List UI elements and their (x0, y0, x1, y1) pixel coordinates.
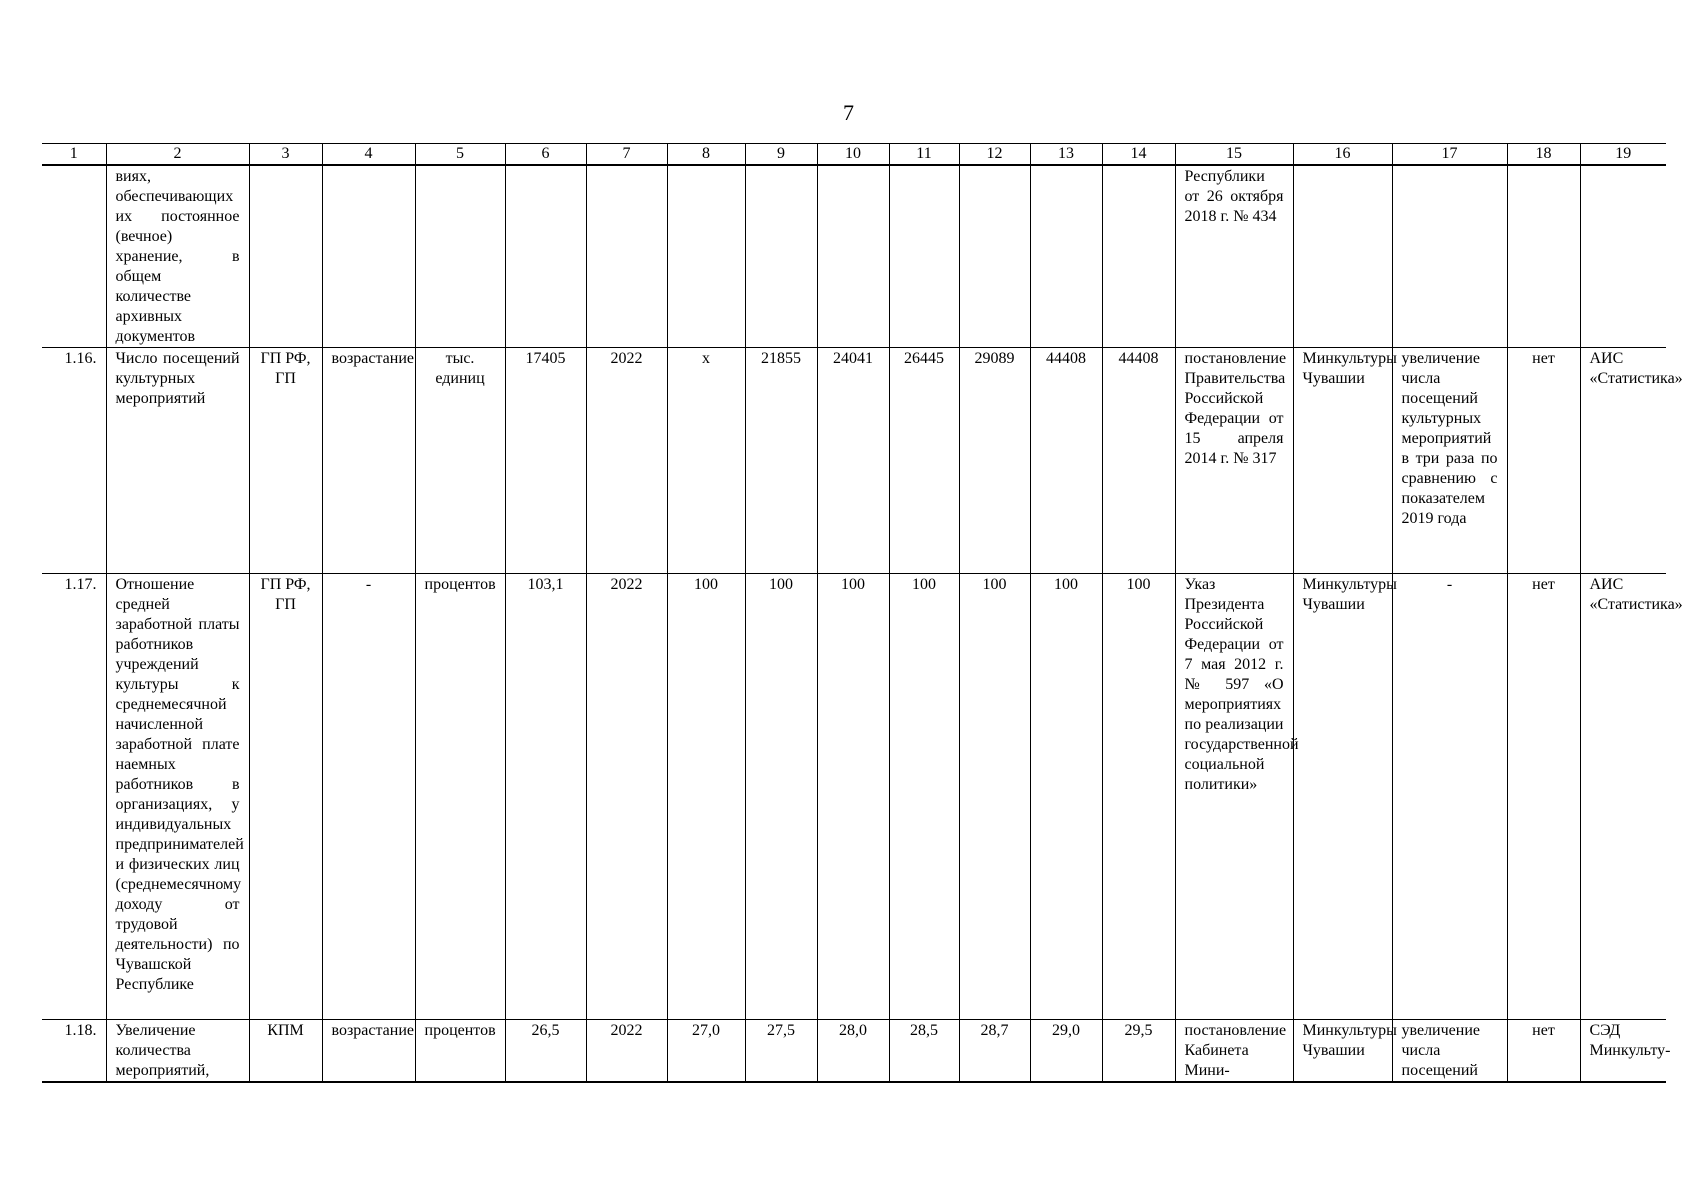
value-col-9: 21855 (745, 348, 817, 574)
column-header: 5 (415, 144, 505, 166)
base-year: 2022 (586, 1020, 667, 1083)
value-col-14 (1102, 165, 1175, 348)
column-header: 11 (889, 144, 959, 166)
value-col-10 (817, 165, 889, 348)
column-header: 3 (249, 144, 322, 166)
value-col-10: 100 (817, 574, 889, 1020)
trend: возрастание (322, 1020, 415, 1083)
responsible-agency: Минкультуры Чувашии (1293, 348, 1392, 574)
value-col-9: 27,5 (745, 1020, 817, 1083)
info-system (1580, 165, 1666, 348)
value-col-8: х (667, 348, 745, 574)
value-col-10: 24041 (817, 348, 889, 574)
legal-document: Республики от 26 октября 2018 г. № 434 (1175, 165, 1293, 348)
info-system: АИС «Статистика» (1580, 348, 1666, 574)
flag: нет (1507, 1020, 1580, 1083)
base-value: 17405 (505, 348, 586, 574)
value-col-8 (667, 165, 745, 348)
trend (322, 165, 415, 348)
unit (415, 165, 505, 348)
column-header: 12 (959, 144, 1030, 166)
row-number (42, 165, 106, 348)
responsible-agency: Минкультуры Чувашии (1293, 574, 1392, 1020)
column-header: 9 (745, 144, 817, 166)
connection-note: увеличение числа посещений культурных мероприятий в три раза по сравнению с показателем 2019 года (1392, 348, 1507, 574)
connection-note: - (1392, 574, 1507, 1020)
base-value: 26,5 (505, 1020, 586, 1083)
value-col-14: 100 (1102, 574, 1175, 1020)
value-col-14: 29,5 (1102, 1020, 1175, 1083)
indicator-level: ГП РФ, ГП (249, 348, 322, 574)
column-header: 7 (586, 144, 667, 166)
flag: нет (1507, 574, 1580, 1020)
value-col-14: 44408 (1102, 348, 1175, 574)
indicator-level: КПМ (249, 1020, 322, 1083)
trend: возрастание (322, 348, 415, 574)
value-col-12: 28,7 (959, 1020, 1030, 1083)
base-value: 103,1 (505, 574, 586, 1020)
column-header: 4 (322, 144, 415, 166)
column-header: 16 (1293, 144, 1392, 166)
responsible-agency: Минкультуры Чувашии (1293, 1020, 1392, 1083)
column-header: 1 (42, 144, 106, 166)
legal-document: постановление Кабинета Мини- (1175, 1020, 1293, 1083)
base-year: 2022 (586, 574, 667, 1020)
base-year (586, 165, 667, 348)
value-col-13: 29,0 (1030, 1020, 1102, 1083)
column-number-header-row (42, 144, 1666, 166)
value-col-13 (1030, 165, 1102, 348)
value-col-12: 100 (959, 574, 1030, 1020)
value-col-12 (959, 165, 1030, 348)
value-col-11 (889, 165, 959, 348)
column-header: 13 (1030, 144, 1102, 166)
column-header: 6 (505, 144, 586, 166)
table-row (42, 1020, 1666, 1083)
indicator-name: Отношение средней заработной платы работников учреждений культуры к среднемесячной начисленной заработной плате наемных работников в организациях, у индивидуальных предпринимателей и физических лиц (среднемесячному доходу от трудовой деятельности) по Чувашской Республике (106, 574, 249, 1020)
column-header: 19 (1580, 144, 1666, 166)
value-col-13: 100 (1030, 574, 1102, 1020)
row-number: 1.17. (42, 574, 106, 1020)
column-header: 8 (667, 144, 745, 166)
value-col-11: 28,5 (889, 1020, 959, 1083)
value-col-9 (745, 165, 817, 348)
indicator-name: Число посещений культурных мероприятий (106, 348, 249, 574)
value-col-12: 29089 (959, 348, 1030, 574)
legal-document: постановление Правительства Российской Федерации от 15 апреля 2014 г. № 317 (1175, 348, 1293, 574)
responsible-agency (1293, 165, 1392, 348)
trend: - (322, 574, 415, 1020)
row-number: 1.18. (42, 1020, 106, 1083)
indicator-level: ГП РФ, ГП (249, 574, 322, 1020)
unit: процентов (415, 1020, 505, 1083)
value-col-9: 100 (745, 574, 817, 1020)
value-col-11: 100 (889, 574, 959, 1020)
page-number: 7 (843, 100, 854, 125)
indicator-level (249, 165, 322, 348)
table-row (42, 348, 1666, 574)
indicator-name: виях, обеспечивающих их постоянное (вечное) хранение, в общем количестве архивных документов (106, 165, 249, 348)
info-system: СЭД Минкульту- (1580, 1020, 1666, 1083)
base-year: 2022 (586, 348, 667, 574)
unit: тыс. единиц (415, 348, 505, 574)
legal-document: Указ Президента Российской Федерации от 7 мая 2012 г. № 597 «О мероприятиях по реализации государственной социальной политики» (1175, 574, 1293, 1020)
column-header: 18 (1507, 144, 1580, 166)
column-header: 10 (817, 144, 889, 166)
indicators-table (42, 143, 1683, 1083)
flag: нет (1507, 348, 1580, 574)
table-row (42, 165, 1666, 348)
value-col-13: 44408 (1030, 348, 1102, 574)
flag (1507, 165, 1580, 348)
value-col-11: 26445 (889, 348, 959, 574)
indicator-name: Увеличение количества мероприятий, (106, 1020, 249, 1083)
row-number: 1.16. (42, 348, 106, 574)
column-header: 2 (106, 144, 249, 166)
column-header: 17 (1392, 144, 1507, 166)
info-system: АИС «Статистика» (1580, 574, 1666, 1020)
table-row (42, 574, 1666, 1020)
unit: процентов (415, 574, 505, 1020)
value-col-10: 28,0 (817, 1020, 889, 1083)
connection-note (1392, 165, 1507, 348)
base-value (505, 165, 586, 348)
column-header: 14 (1102, 144, 1175, 166)
value-col-8: 27,0 (667, 1020, 745, 1083)
value-col-8: 100 (667, 574, 745, 1020)
column-header: 15 (1175, 144, 1293, 166)
connection-note: увеличение числа посещений (1392, 1020, 1507, 1083)
